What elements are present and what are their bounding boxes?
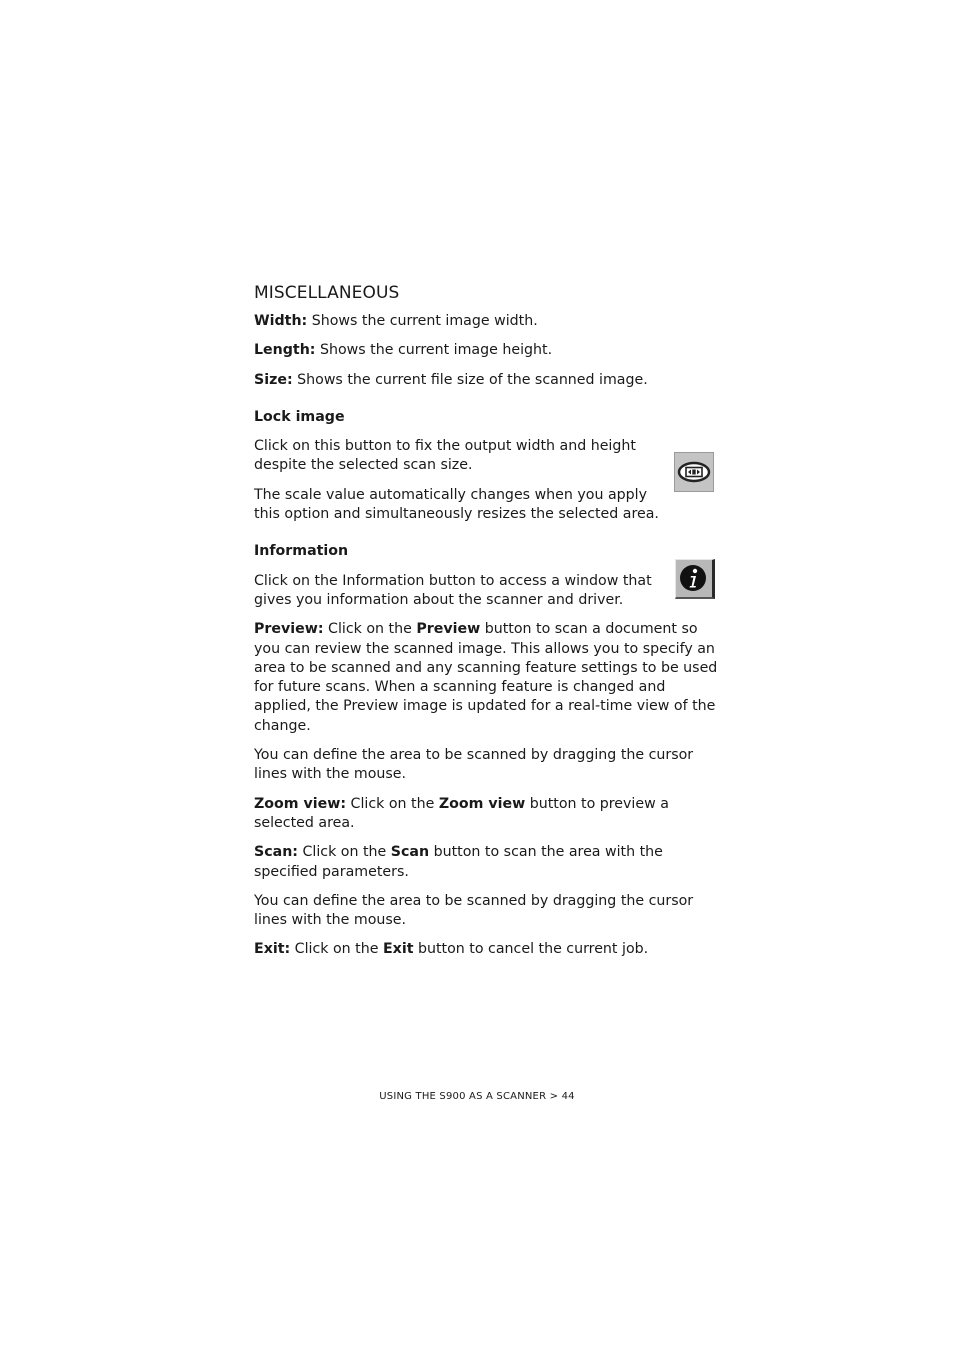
size-description — [254, 371, 724, 390]
page-footer: USING THE S900 AS A SCANNER > 44 — [379, 1091, 575, 1102]
width-text: Shows the current image width. — [307, 313, 538, 329]
size-text: Shows the current file size of the scanned image. — [292, 371, 648, 388]
exit-label: Exit: — [254, 941, 291, 958]
scan-para2: You can define the area to be scanned by dragging the cursor lines with the mouse. — [254, 892, 694, 929]
lock-image-icon — [674, 452, 714, 492]
lock-image-para2: The scale value automatically changes when you apply this option and simultaneously resizes the selected area. — [254, 486, 659, 523]
info-icon-graphic — [676, 560, 712, 596]
zoom-text1: Click on the — [346, 795, 439, 812]
scan-bold: Scan — [390, 844, 430, 861]
size-label: Size: — [254, 371, 293, 388]
preview-label: Preview: — [254, 621, 324, 638]
preview-para2: You can define the area to be scanned by dragging the cursor lines with the mouse. — [254, 747, 694, 783]
preview-description — [254, 620, 724, 736]
scan-description — [254, 843, 724, 882]
zoom-label: Zoom view: — [254, 795, 347, 812]
width-label: Width: — [254, 313, 308, 329]
exit-description — [254, 940, 724, 959]
page-content — [254, 282, 724, 970]
preview-text1: Click on the — [323, 621, 417, 638]
scan-text1: Click on the — [297, 844, 391, 861]
exit-bold: Exit — [382, 941, 414, 958]
zoom-description — [254, 795, 724, 834]
exit-text2: button to cancel the current job. — [413, 941, 649, 958]
scan-text2: button to scan the area with the specified parameters. — [254, 844, 663, 880]
length-label: Length: — [254, 342, 316, 359]
zoom-text2: button to preview a selected area. — [254, 795, 669, 831]
lock-image-para1: Click on this button to fix the output width and height despite the selected scan size. — [254, 438, 636, 474]
information-para: Click on the Information button to access a window that gives you information about the scanner and driver. — [254, 572, 652, 608]
scan-label: Scan: — [254, 844, 298, 861]
lock-image-heading: Lock image — [254, 408, 345, 425]
length-description — [254, 341, 724, 360]
info-icon — [675, 559, 715, 599]
length-text: Shows the current image height. — [315, 342, 553, 359]
information-heading: Information — [254, 543, 349, 560]
exit-text1: Click on the — [290, 941, 383, 958]
section-title: MISCELLANEOUS — [254, 283, 400, 303]
lock-image-icon-graphic — [675, 453, 713, 491]
preview-bold: Preview — [416, 621, 481, 638]
zoom-bold: Zoom view — [438, 795, 526, 812]
width-description — [254, 312, 724, 331]
preview-text2: button to scan a document so you can review the scanned image. This allows you to specify an area to be scanned and any scanning feature settings to be used for future scans. When a scanning feature is changed and applied, the Preview image is updated for a real-time view of the change. — [254, 621, 718, 734]
